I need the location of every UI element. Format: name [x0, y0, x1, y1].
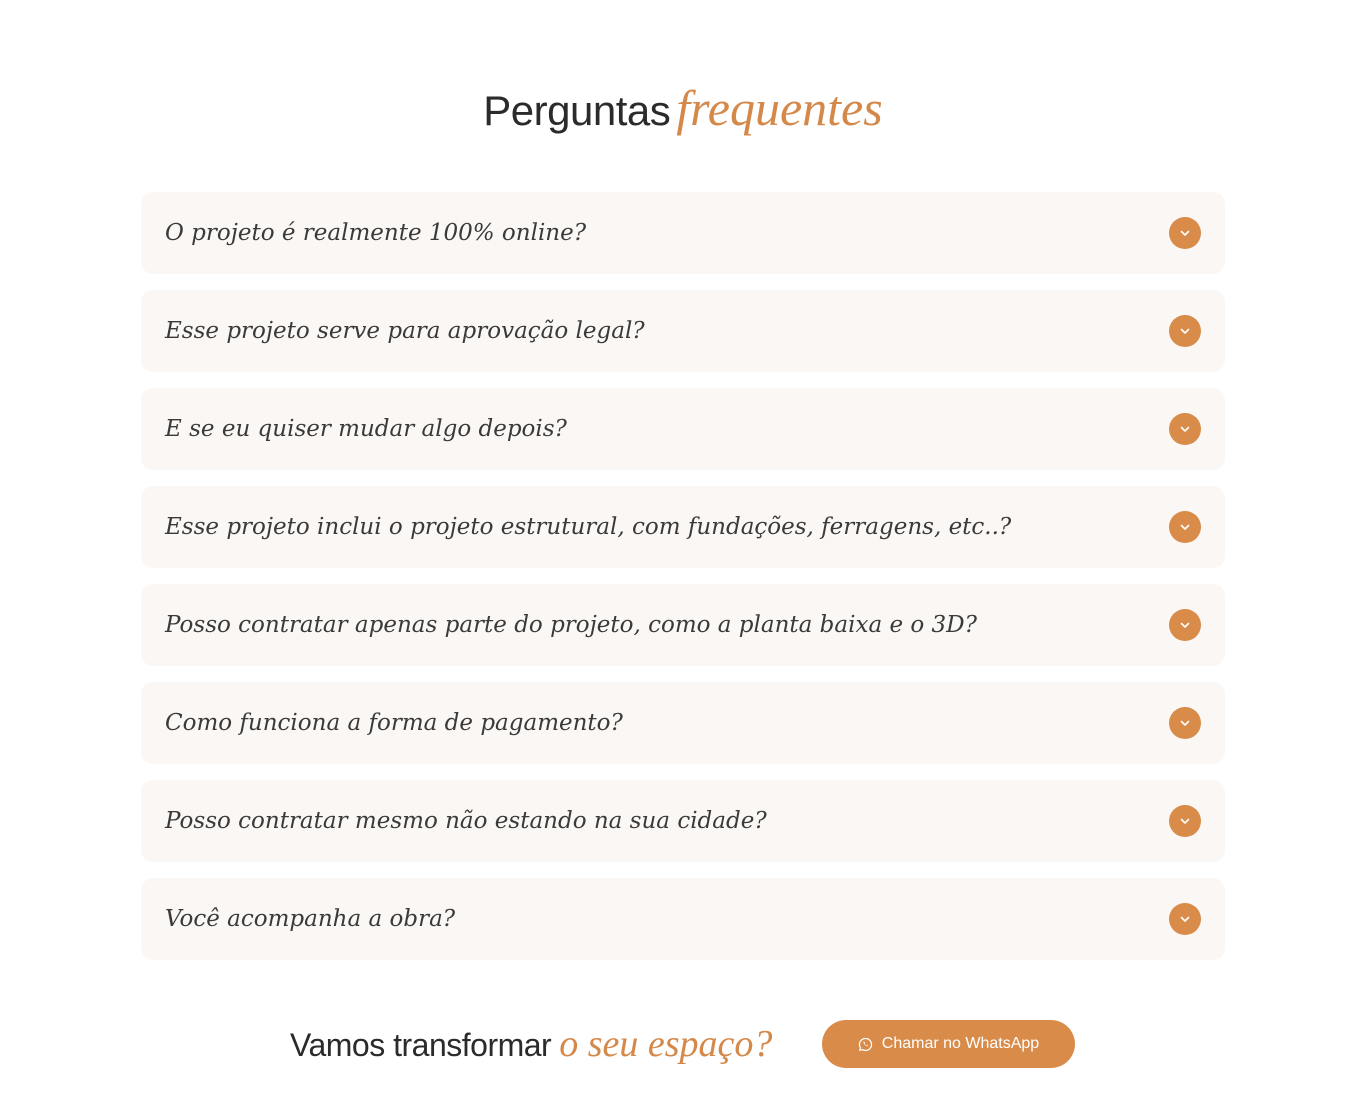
whatsapp-button-label: Chamar no WhatsApp [881, 1035, 1040, 1052]
cta-text [290, 1020, 772, 1068]
cta-section [0, 1020, 1366, 1068]
faq-question: E se eu quiser mudar algo depois? [165, 416, 567, 442]
faq-expand-button[interactable] [1169, 903, 1201, 935]
chevron-down-icon [1178, 226, 1192, 240]
chevron-down-icon [1178, 520, 1192, 534]
faq-item[interactable] [141, 486, 1225, 568]
faq-question: Você acompanha a obra? [165, 906, 456, 932]
faq-question: Como funciona a forma de pagamento? [165, 710, 623, 736]
faq-question: O projeto é realmente 100% online? [165, 220, 587, 246]
faq-expand-button[interactable] [1169, 805, 1201, 837]
faq-question: Esse projeto inclui o projeto estrutural, com fundações, ferragens, etc..? [165, 514, 1012, 540]
chevron-down-icon [1178, 618, 1192, 632]
faq-list [141, 192, 1225, 976]
chevron-down-icon [1178, 716, 1192, 730]
cta-text-accent: o seu espaço? [559, 1023, 773, 1065]
faq-expand-button[interactable] [1169, 609, 1201, 641]
faq-question: Posso contratar apenas parte do projeto, como a planta baixa e o 3D? [165, 612, 977, 638]
cta-text-plain: Vamos transformar [290, 1027, 552, 1063]
chevron-down-icon [1178, 422, 1192, 436]
faq-item[interactable] [141, 682, 1225, 764]
faq-item[interactable] [141, 192, 1225, 274]
faq-item[interactable] [141, 780, 1225, 862]
faq-expand-button[interactable] [1169, 413, 1201, 445]
chevron-down-icon [1178, 324, 1192, 338]
whatsapp-button[interactable] [822, 1020, 1075, 1068]
faq-heading-plain: Perguntas [483, 87, 671, 134]
whatsapp-icon [858, 1037, 873, 1052]
chevron-down-icon [1178, 814, 1192, 828]
faq-expand-button[interactable] [1169, 511, 1201, 543]
faq-heading-accent: frequentes [676, 80, 883, 136]
faq-item[interactable] [141, 290, 1225, 372]
faq-expand-button[interactable] [1169, 217, 1201, 249]
faq-question: Posso contratar mesmo não estando na sua cidade? [165, 808, 767, 834]
chevron-down-icon [1178, 912, 1192, 926]
faq-item[interactable] [141, 388, 1225, 470]
faq-expand-button[interactable] [1169, 315, 1201, 347]
faq-expand-button[interactable] [1169, 707, 1201, 739]
faq-question: Esse projeto serve para aprovação legal? [165, 318, 645, 344]
faq-item[interactable] [141, 584, 1225, 666]
faq-heading [0, 78, 1366, 141]
faq-item[interactable] [141, 878, 1225, 960]
